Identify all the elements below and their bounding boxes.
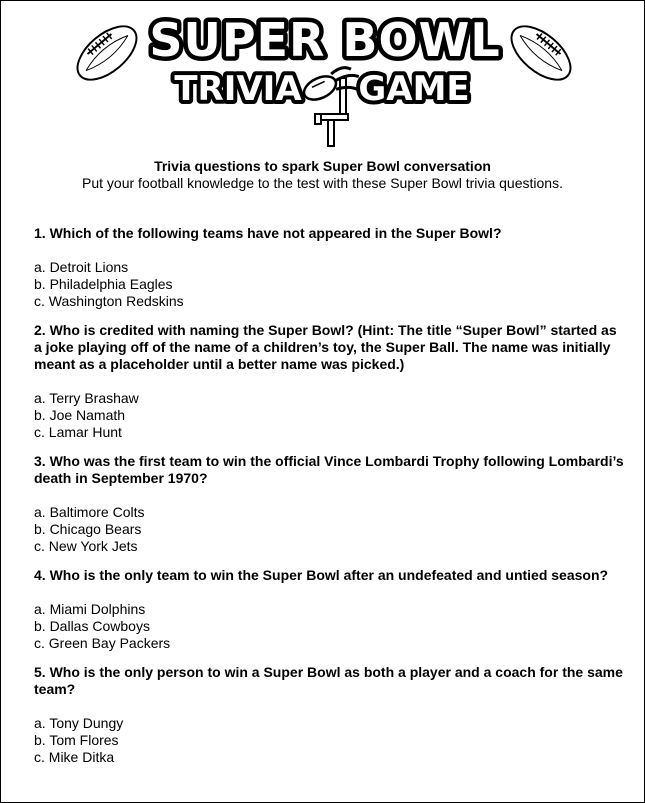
description: Put your football knowledge to the test with these Super Bowl trivia questions.: [82, 175, 563, 191]
answer-option: a. Miami Dolphins: [34, 601, 146, 617]
title-logo: [149, 8, 501, 158]
title-word-left: TRIVIA: [174, 69, 302, 109]
question-1: [34, 225, 624, 310]
question-3: [34, 453, 624, 555]
answer-option: b. Chicago Bears: [34, 521, 142, 537]
answer-option: b. Philadelphia Eagles: [34, 276, 173, 292]
answer-option: a. Tony Dungy: [34, 715, 124, 731]
question-text: 3. Who was the first team to win the official Vince Lombardi Trophy following Lombardi’s death in September 1970?: [34, 453, 624, 486]
question-4: [34, 567, 624, 652]
question-text: 1. Which of the following teams have not appeared in the Super Bowl?: [34, 225, 502, 241]
football-icon: [502, 14, 580, 92]
question-2: [34, 322, 624, 441]
title-word-right: GAME: [358, 69, 470, 109]
answer-option: b. Joe Namath: [34, 407, 126, 423]
answer-option: c. Green Bay Packers: [34, 635, 171, 651]
answer-option: a. Terry Brashaw: [34, 390, 139, 406]
question-text: 4. Who is the only team to win the Super Bowl after an undefeated and untied season?: [34, 567, 609, 583]
answer-option: c. Lamar Hunt: [34, 424, 122, 440]
answer-option: c. Mike Ditka: [34, 749, 115, 765]
answer-option: c. Washington Redskins: [34, 293, 184, 309]
question-5: [34, 664, 624, 766]
football-icon: [68, 14, 146, 92]
answer-option: a. Detroit Lions: [34, 259, 129, 275]
answer-option: b. Dallas Cowboys: [34, 618, 150, 634]
intro: [0, 158, 645, 192]
answer-option: a. Baltimore Colts: [34, 504, 145, 520]
flying-football-icon: [300, 62, 363, 111]
question-list: [34, 225, 624, 778]
question-text: 2. Who is credited with naming the Super Bowl? (Hint: The title “Super Bowl” started as a joke playing off of the name of a children’s toy, the Super Ball. The name was initially meant as a placeholder until a better name was picked.): [34, 322, 617, 372]
subtitle: Trivia questions to spark Super Bowl conversation: [154, 158, 491, 174]
title-line1: SUPER BOWL: [149, 13, 501, 67]
answer-option: b. Tom Flores: [34, 732, 119, 748]
question-text: 5. Who is the only person to win a Super Bowl as both a player and a coach for the same team?: [34, 664, 623, 697]
answer-option: c. New York Jets: [34, 538, 138, 554]
